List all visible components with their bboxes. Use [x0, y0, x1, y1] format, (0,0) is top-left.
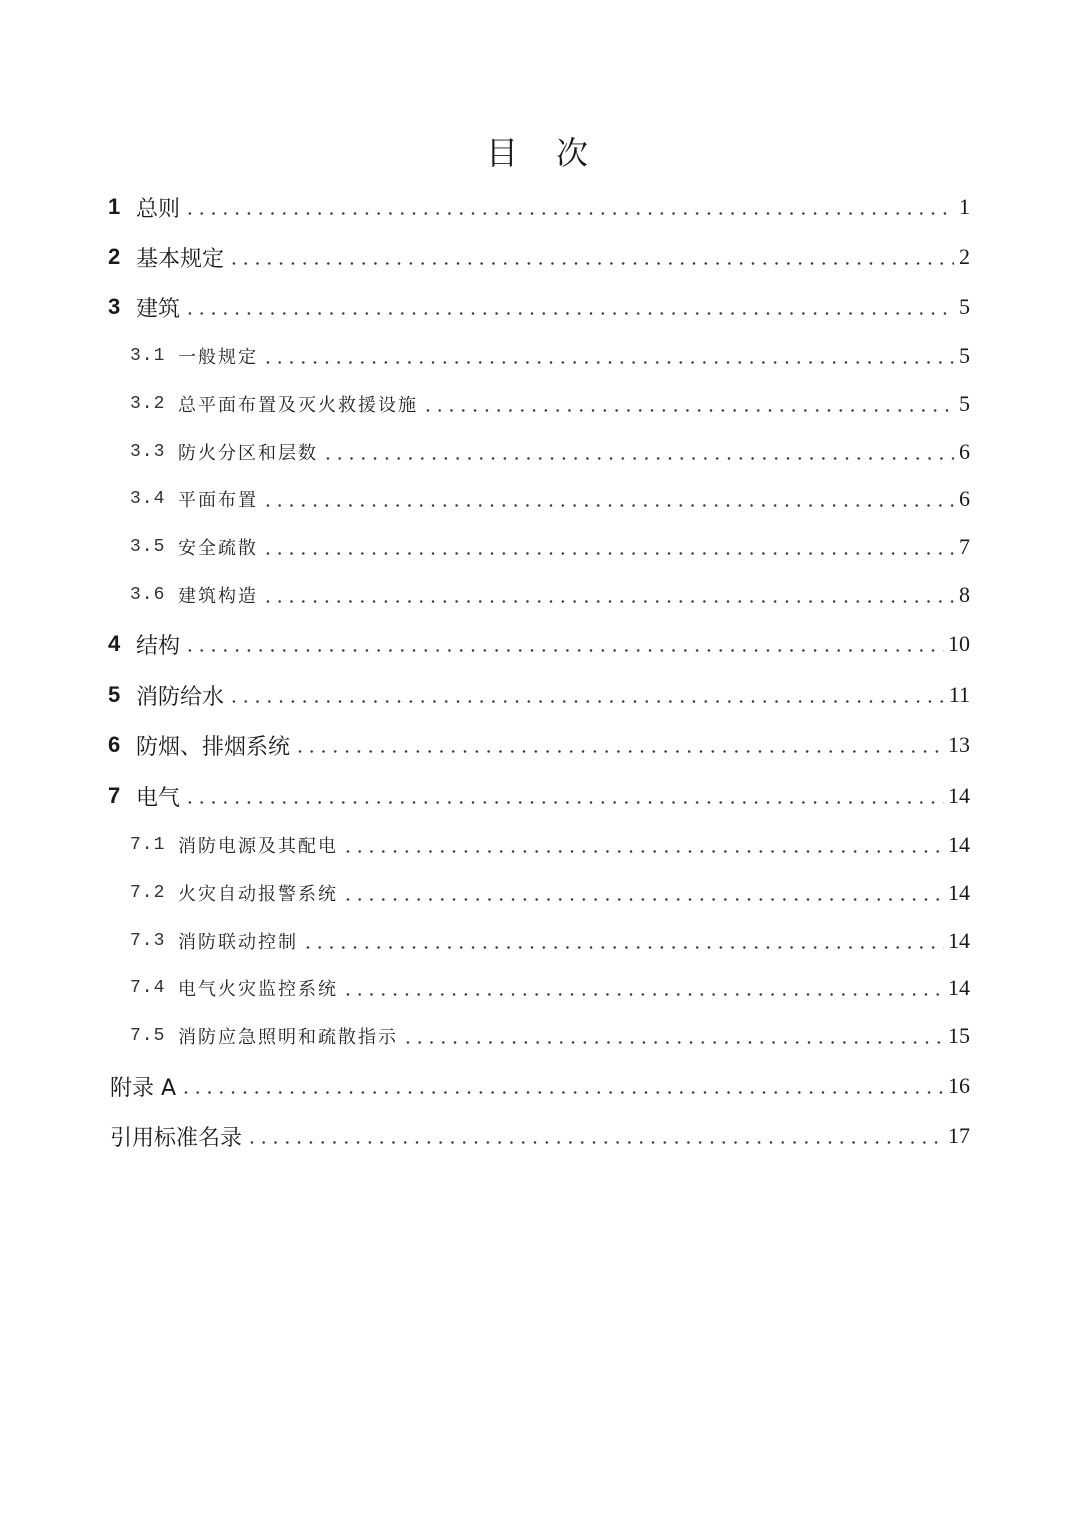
- dot-leader: [184, 195, 954, 219]
- entry-number: 2: [108, 244, 121, 269]
- entry-page: 8: [959, 582, 970, 607]
- dot-leader: [180, 1074, 944, 1098]
- entry-number: 3.2: [130, 394, 166, 414]
- entry-number: 7.4: [130, 978, 166, 998]
- entry-label: 结构: [136, 633, 181, 659]
- entry-number: 3.4: [130, 489, 166, 509]
- entry-number: 1: [108, 194, 121, 219]
- toc-entry[interactable]: [0, 338, 1074, 374]
- entry-label: 总则: [136, 196, 181, 222]
- dot-leader: [184, 295, 954, 319]
- dot-leader: [402, 1024, 944, 1048]
- toc-entry[interactable]: [0, 923, 1074, 959]
- entry-number: 7.2: [130, 883, 166, 903]
- entry-label: 防火分区和层数: [178, 443, 318, 464]
- entry-number: 7.1: [130, 835, 166, 855]
- entry-label: 附录 A: [110, 1075, 177, 1101]
- toc-entry[interactable]: [0, 239, 1074, 275]
- entry-number: 4: [108, 631, 121, 656]
- entry-label: 引用标准名录: [110, 1125, 243, 1151]
- dot-leader: [422, 392, 954, 416]
- entry-page: 10: [948, 631, 970, 656]
- dot-leader: [342, 976, 944, 1000]
- entry-page: 7: [959, 534, 970, 559]
- dot-leader: [342, 833, 944, 857]
- dot-leader: [228, 245, 954, 269]
- page-title: 目次: [485, 134, 626, 172]
- entry-page: 14: [948, 783, 970, 808]
- toc-entry[interactable]: [0, 189, 1074, 225]
- dot-leader: [184, 632, 944, 656]
- entry-page: 15: [948, 1023, 970, 1048]
- toc-entry-appendix[interactable]: [0, 1068, 1074, 1104]
- dot-leader: [262, 487, 954, 511]
- dot-leader: [184, 784, 944, 808]
- toc-entry[interactable]: [0, 727, 1074, 763]
- entry-page: 17: [948, 1123, 970, 1148]
- entry-page: 13: [948, 732, 970, 757]
- toc-entry[interactable]: [0, 481, 1074, 517]
- entry-label: 消防电源及其配电: [178, 836, 338, 857]
- entry-page: 14: [948, 880, 970, 905]
- entry-page: 6: [959, 486, 970, 511]
- entry-label: 电气火灾监控系统: [178, 979, 338, 1000]
- toc-entry-references[interactable]: [0, 1118, 1074, 1154]
- entry-page: 2: [959, 244, 970, 269]
- dot-leader: [246, 1124, 944, 1148]
- entry-label: 防烟、排烟系统: [136, 734, 291, 760]
- dot-leader: [228, 683, 945, 707]
- entry-number: 7.3: [130, 931, 166, 951]
- entry-label: 平面布置: [178, 490, 258, 511]
- entry-number: 3.6: [130, 585, 166, 605]
- toc-entry[interactable]: [0, 970, 1074, 1006]
- entry-page: 14: [948, 975, 970, 1000]
- entry-label: 基本规定: [136, 246, 225, 272]
- dot-leader: [262, 344, 954, 368]
- toc-entry[interactable]: [0, 827, 1074, 863]
- entry-number: 7.5: [130, 1026, 166, 1046]
- dot-leader: [262, 535, 954, 559]
- entry-number: 6: [108, 732, 121, 757]
- entry-page: 14: [948, 928, 970, 953]
- entry-label: 消防给水: [136, 684, 225, 710]
- entry-number: 3.1: [130, 346, 166, 366]
- entry-label: 建筑: [136, 296, 181, 322]
- entry-page: 5: [959, 294, 970, 319]
- entry-number: 3.3: [130, 442, 166, 462]
- toc-entry[interactable]: [0, 289, 1074, 325]
- dot-leader: [342, 881, 944, 905]
- toc-entry[interactable]: [0, 778, 1074, 814]
- entry-label: 建筑构造: [178, 586, 258, 607]
- entry-number: 7: [108, 783, 121, 808]
- dot-leader: [262, 583, 954, 607]
- entry-page: 16: [948, 1073, 970, 1098]
- entry-page: 5: [959, 391, 970, 416]
- entry-page: 1: [959, 194, 970, 219]
- entry-page: 5: [959, 343, 970, 368]
- toc-entry[interactable]: [0, 1018, 1074, 1054]
- entry-label: 电气: [136, 785, 181, 811]
- entry-number: 3.5: [130, 537, 166, 557]
- toc-entry[interactable]: [0, 677, 1074, 713]
- entry-number: 3: [108, 294, 121, 319]
- toc-entry[interactable]: [0, 529, 1074, 565]
- toc-entry[interactable]: [0, 386, 1074, 422]
- entry-number: 5: [108, 682, 121, 707]
- dot-leader: [302, 929, 944, 953]
- entry-label: 总平面布置及灭火救援设施: [178, 395, 418, 416]
- toc-entry[interactable]: [0, 434, 1074, 470]
- entry-label: 一般规定: [178, 347, 258, 368]
- entry-page: 6: [959, 439, 970, 464]
- toc-entry[interactable]: [0, 577, 1074, 613]
- toc-entry[interactable]: [0, 875, 1074, 911]
- entry-label: 火灾自动报警系统: [178, 884, 338, 905]
- dot-leader: [322, 440, 954, 464]
- entry-label: 消防应急照明和疏散指示: [178, 1027, 398, 1048]
- entry-label: 消防联动控制: [178, 932, 298, 953]
- toc-entry[interactable]: [0, 626, 1074, 662]
- dot-leader: [294, 733, 944, 757]
- entry-page: 11: [948, 682, 970, 707]
- entry-page: 14: [948, 832, 970, 857]
- entry-label: 安全疏散: [178, 538, 258, 559]
